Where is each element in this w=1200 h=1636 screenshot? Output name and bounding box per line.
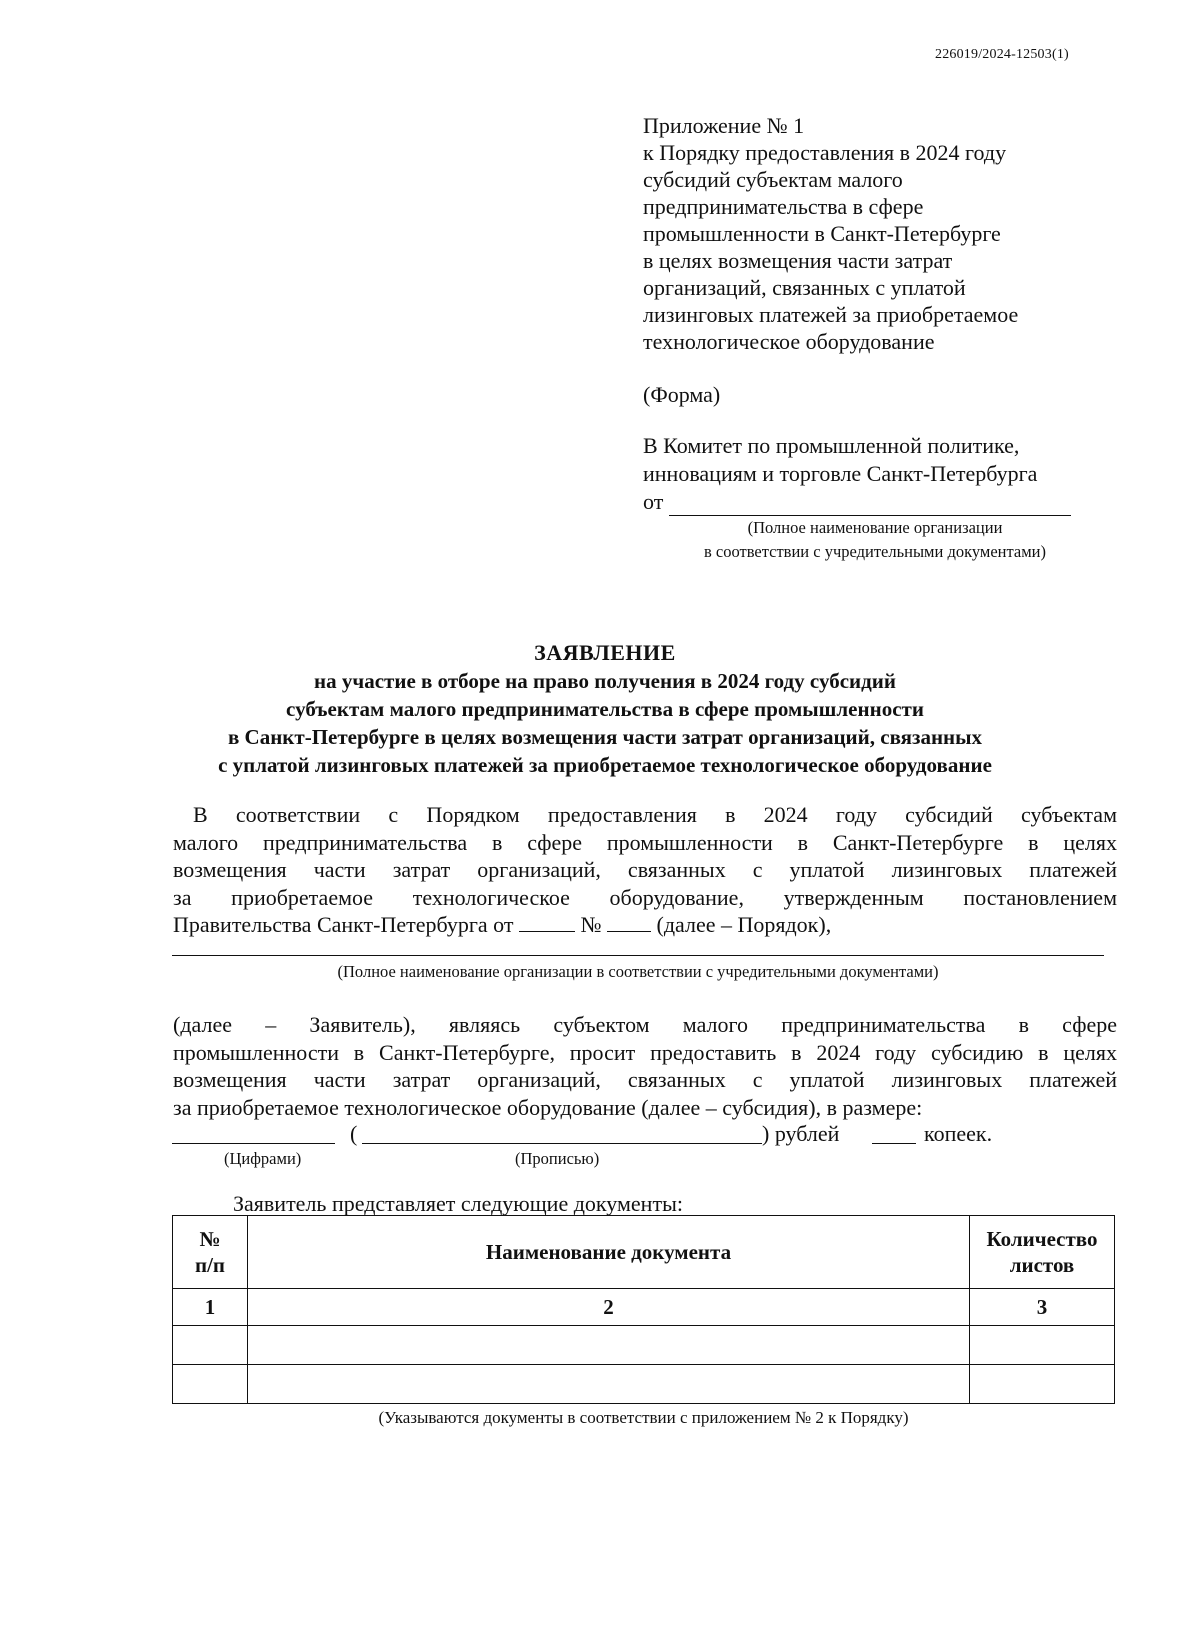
table-header-row bbox=[173, 1216, 1115, 1289]
header-number-line1: № bbox=[199, 1227, 221, 1251]
header-number bbox=[173, 1216, 248, 1289]
header-number-line2: п/п bbox=[194, 1253, 226, 1277]
table-row bbox=[173, 1365, 1115, 1404]
text-fragment: (далее – Порядок), bbox=[656, 912, 832, 937]
paragraph-line: (далее – Заявитель), являясь субъектом малого предпринимательства в сфере bbox=[173, 1012, 1117, 1037]
form-label: (Форма) bbox=[643, 382, 721, 407]
appendix-line: к Порядку предоставления в 2024 году bbox=[643, 140, 1007, 165]
organization-hint bbox=[660, 516, 1090, 564]
appendix-block bbox=[643, 112, 1093, 355]
table-cell[interactable] bbox=[248, 1365, 970, 1404]
from-label: от bbox=[643, 489, 664, 514]
header-count-line2: листов bbox=[1009, 1253, 1075, 1277]
title-line: с уплатой лизинговых платежей за приобретаемое технологическое оборудование bbox=[218, 753, 992, 777]
table-cell[interactable] bbox=[173, 1326, 248, 1365]
document-number: 226019/2024-12503(1) bbox=[935, 47, 1069, 62]
title-line: в Санкт-Петербурге в целях возмещения части затрат организаций, связанных bbox=[227, 725, 983, 749]
document-title bbox=[170, 639, 1040, 779]
date-field[interactable] bbox=[519, 913, 575, 932]
paragraph-line: промышленности в Санкт-Петербурге, просит предоставить в 2024 году субсидию в целях bbox=[173, 1039, 1117, 1065]
documents-footer-hint: (Указываются документы в соответствии с приложением № 2 к Порядку) bbox=[378, 1408, 909, 1427]
from-row bbox=[643, 488, 1103, 516]
text-fragment: Правительства Санкт-Петербурга от bbox=[173, 912, 514, 937]
rubles-label: ) рублей bbox=[762, 1121, 840, 1146]
column-number-cell: 2 bbox=[248, 1289, 970, 1326]
addressee-block bbox=[643, 432, 1103, 516]
open-paren: ( bbox=[350, 1121, 358, 1146]
amount-row bbox=[172, 1121, 1117, 1151]
amount-digits-hint: (Цифрами) bbox=[224, 1149, 302, 1168]
paragraph-line: малого предпринимательства в сфере промышленности в Санкт-Петербурге в целях bbox=[173, 829, 1117, 855]
paragraph-line: возмещения части затрат организаций, связанных с уплатой лизинговых платежей bbox=[173, 1067, 1117, 1092]
paragraph-line: В соответствии с Порядком предоставления в 2024 году субсидий субъектам bbox=[193, 802, 1117, 827]
amount-words-field[interactable] bbox=[362, 1121, 762, 1144]
title-line: на участие в отборе на право получения в 2024 году субсидий bbox=[314, 669, 896, 693]
organization-full-name-field[interactable] bbox=[172, 955, 1104, 956]
header-sheet-count bbox=[970, 1216, 1115, 1289]
hint-line: (Полное наименование организации bbox=[747, 518, 1003, 537]
appendix-line: лизинговых платежей за приобретаемое bbox=[643, 302, 1019, 327]
table-cell[interactable] bbox=[173, 1365, 248, 1404]
header-count-line1: Количество bbox=[986, 1227, 1098, 1251]
table-cell[interactable] bbox=[248, 1326, 970, 1365]
paragraph-last-line: за приобретаемое технологическое оборудование (далее – субсидия), в размере: bbox=[173, 1094, 923, 1120]
amount-words-hint: (Прописью) bbox=[515, 1149, 600, 1168]
paragraph-procedure bbox=[173, 801, 1117, 939]
table-row bbox=[173, 1326, 1115, 1365]
column-number-cell: 1 bbox=[173, 1289, 248, 1326]
number-field[interactable] bbox=[607, 913, 651, 932]
kopecks-field[interactable] bbox=[872, 1121, 916, 1144]
appendix-line: Приложение № 1 bbox=[643, 113, 805, 138]
appendix-line: организаций, связанных с уплатой bbox=[643, 275, 966, 300]
text-fragment: № bbox=[580, 912, 602, 937]
paragraph-line: за приобретаемое технологическое оборудование, утвержденным постановлением bbox=[173, 884, 1117, 910]
hint-line: в соответствии с учредительными документами) bbox=[703, 542, 1046, 561]
header-document-name: Наименование документа bbox=[248, 1216, 970, 1289]
appendix-line: промышленности в Санкт-Петербурге bbox=[643, 221, 1001, 246]
paragraph-line: возмещения части затрат организаций, связанных с уплатой лизинговых платежей bbox=[173, 857, 1117, 882]
amount-digits-field[interactable] bbox=[172, 1121, 335, 1144]
table-row bbox=[173, 1289, 1115, 1326]
table-cell[interactable] bbox=[970, 1326, 1115, 1365]
organization-full-name-hint: (Полное наименование организации в соответствии с учредительными документами) bbox=[337, 962, 939, 981]
title-main: ЗАЯВЛЕНИЕ bbox=[534, 640, 676, 665]
appendix-line: технологическое оборудование bbox=[643, 329, 935, 354]
paragraph-request bbox=[173, 1011, 1117, 1121]
appendix-line: предпринимательства в сфере bbox=[643, 194, 924, 219]
addressee-line: инновациям и торговле Санкт-Петербурга bbox=[643, 461, 1038, 486]
kopecks-label: копеек. bbox=[924, 1121, 993, 1146]
documents-intro: Заявитель представляет следующие документы: bbox=[233, 1191, 683, 1216]
addressee-line: В Комитет по промышленной политике, bbox=[643, 433, 1020, 458]
table-cell[interactable] bbox=[970, 1365, 1115, 1404]
paragraph-last-line bbox=[173, 911, 1117, 939]
organization-name-field[interactable] bbox=[669, 493, 1071, 516]
column-number-cell: 3 bbox=[970, 1289, 1115, 1326]
appendix-line: субсидий субъектам малого bbox=[643, 167, 903, 192]
title-line: субъектам малого предпринимательства в сфере промышленности bbox=[286, 697, 924, 721]
documents-table bbox=[172, 1215, 1115, 1404]
appendix-line: в целях возмещения части затрат bbox=[643, 248, 953, 273]
